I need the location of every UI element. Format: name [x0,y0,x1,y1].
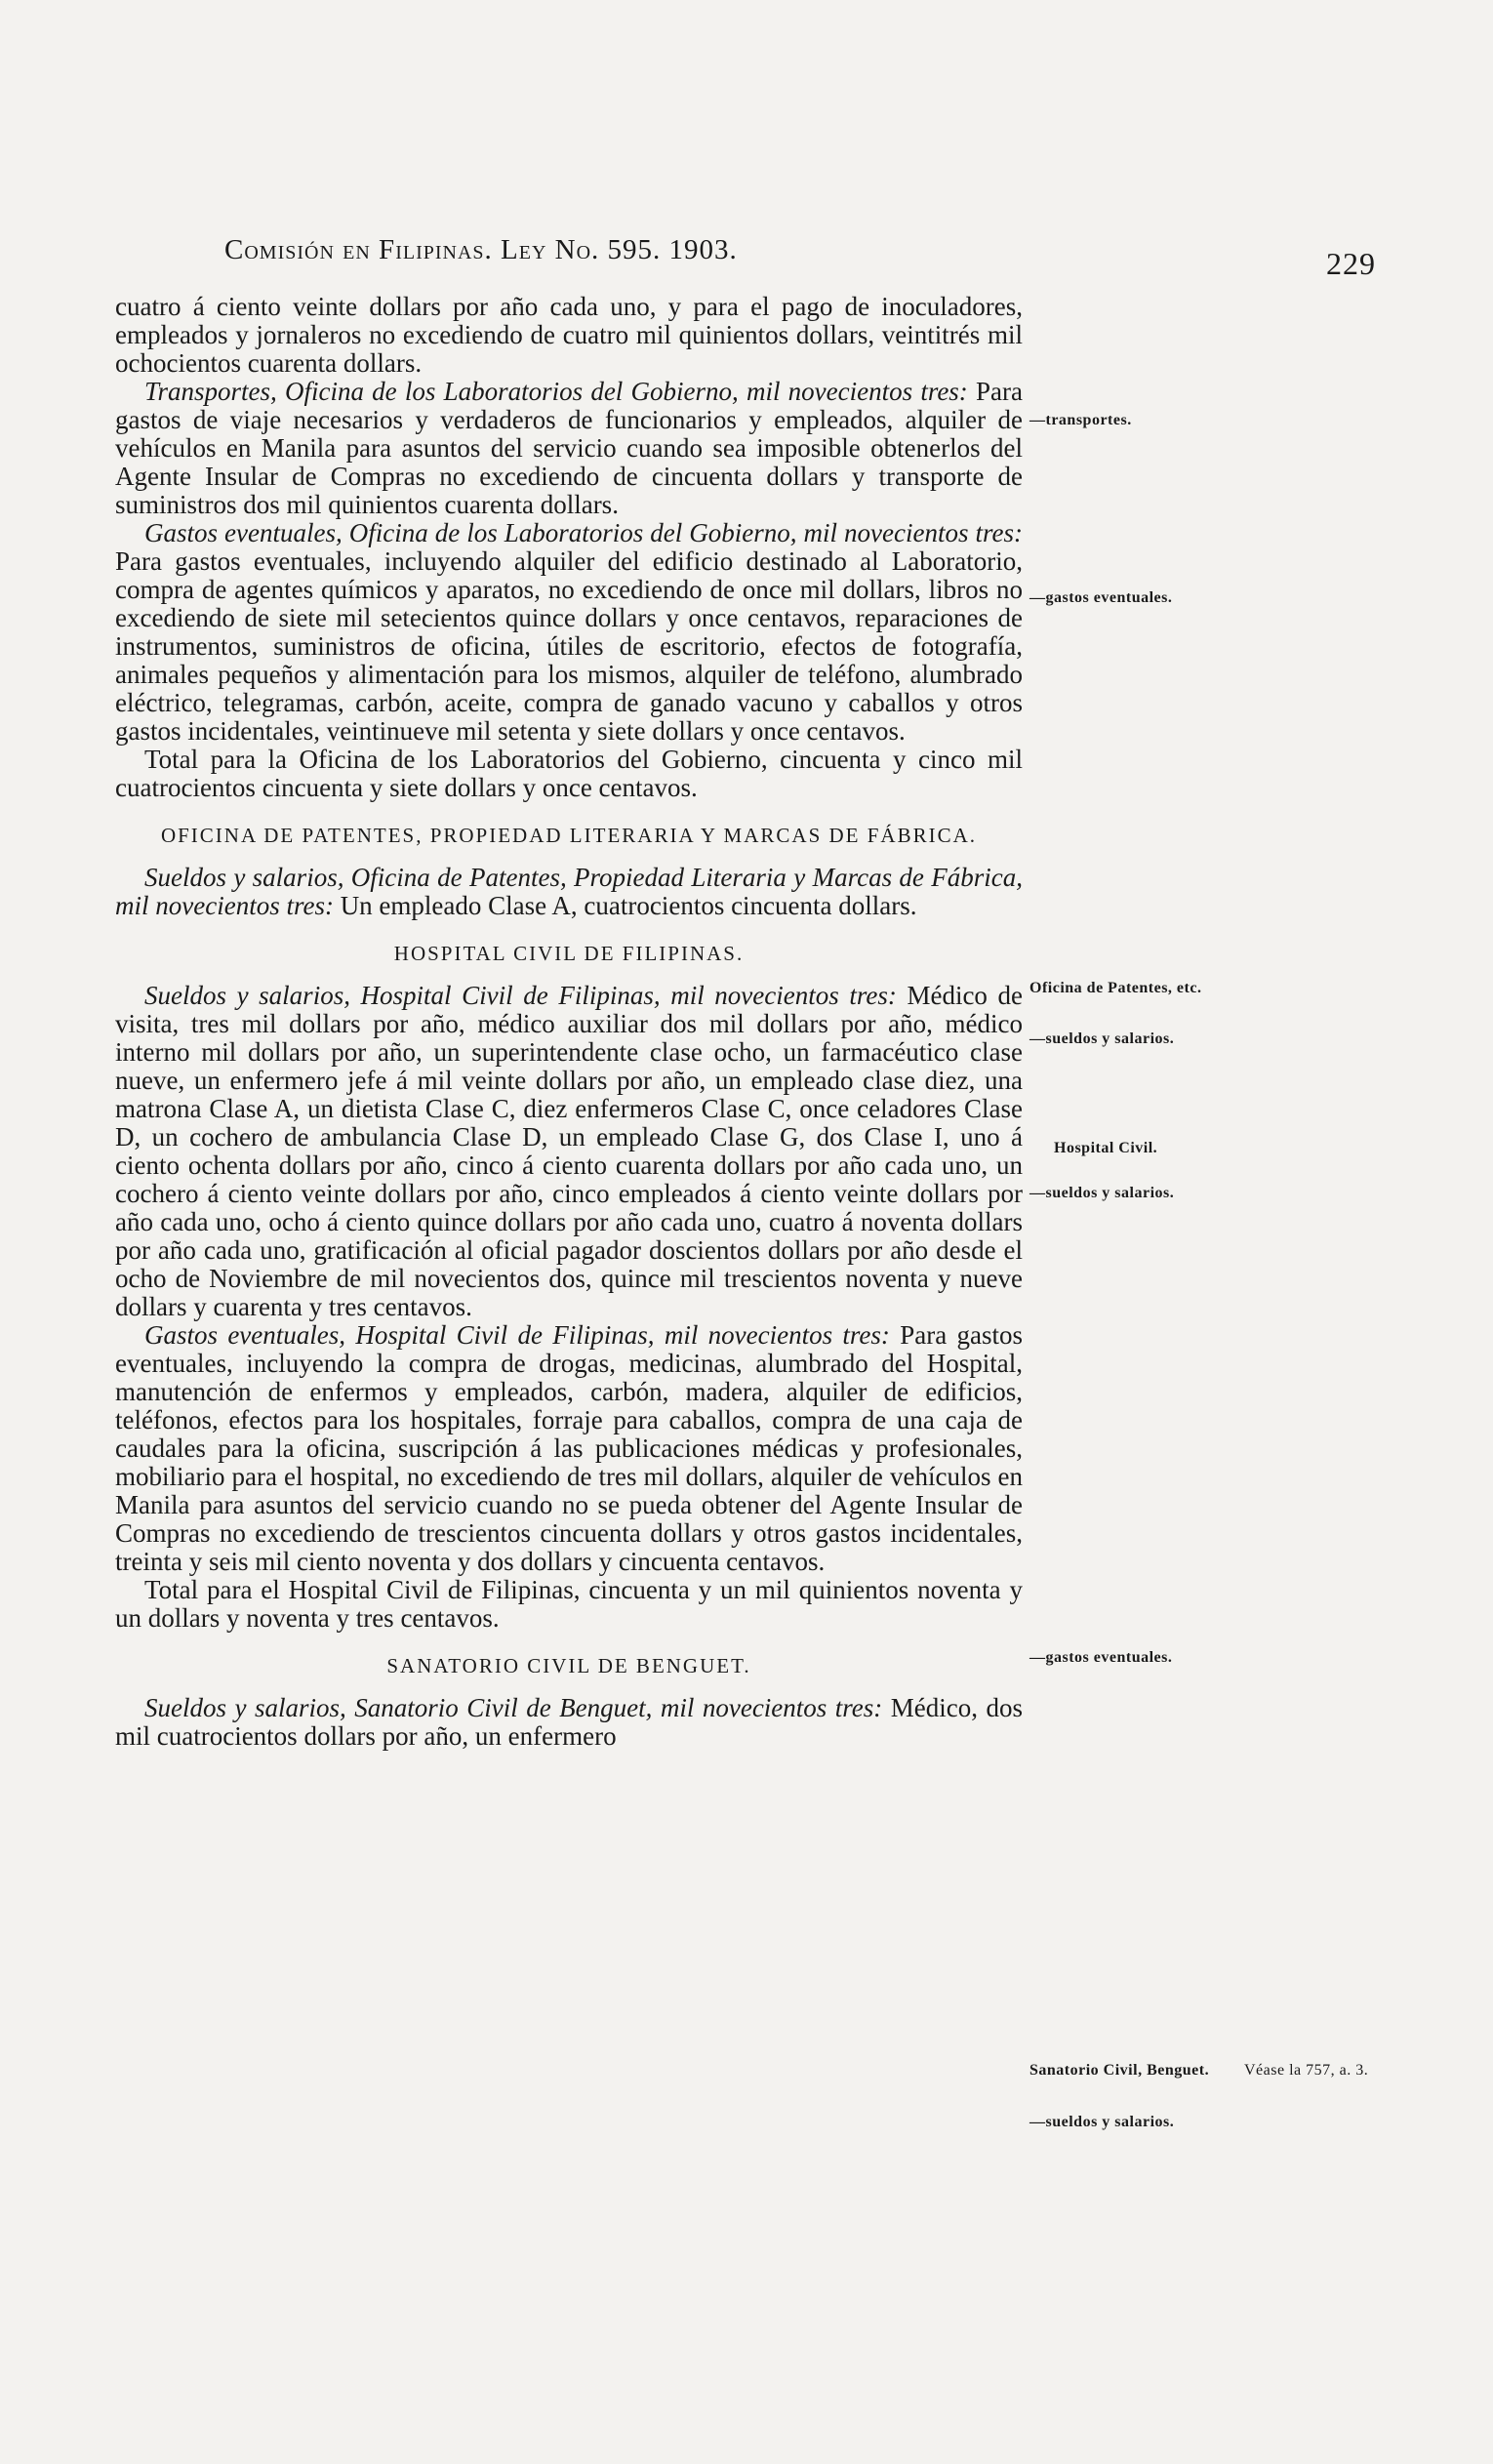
paragraph-lead: Sueldos y salarios, Sanatorio Civil de Benguet, mil novecientos tres: [144,1693,883,1722]
paragraph-text: Para gastos eventuales, incluyendo la compra de drogas, medicinas, alumbrado del Hospital, manutención de enfermos y empleados, carbón, madera, alquiler de edificios, teléfonos, efectos para los hospitales, forraje para caballos, compra de una caja de caudales para la oficina, suscripción á las publicaciones médicas y profesionales, mobiliario para el hospital, no excediendo de tres mil dollars, alquiler de vehículos en Manila para asuntos del servicio cuando no se pueda obtener del Agente Insular de Compras no excediendo de trescientos cincuenta dollars y otros gastos incidentales, treinta y seis mil ciento noventa y dos dollars y cincuenta centavos. [115,1320,1023,1576]
paragraph-text: Para gastos eventuales, incluyendo alquiler del edificio destinado al Laboratorio, compra de agentes químicos y aparatos, no excediendo de once mil dollars, libros no excediendo de siete mil setecientos quince dollars y once centavos, reparaciones de instrumentos, suministros de oficina, útiles de escritorio, efectos de fotografía, animales pequeños y alimentación para los mismos, alquiler de teléfono, alumbrado eléctrico, telegramas, carbón, aceite, compra de ganado vacuno y caballos y otros gastos incidentales, veintinueve mil setenta y siete dollars y once centavos. [115,546,1023,746]
margin-note: Hospital Civil. [1054,1140,1158,1156]
paragraph-lead: Gastos eventuales, Oficina de los Laboratorios del Gobierno, mil novecientos tres: [144,518,1023,547]
margin-note: —transportes. [1029,412,1132,428]
section-heading-sanatorio: SANATORIO CIVIL DE BENGUET. [386,1654,751,1677]
paragraph-sueldos-sanatorio [115,1694,1023,1751]
margin-note: —sueldos y salarios. [1029,2114,1175,2130]
paragraph-sueldos-patentes [115,864,1023,920]
paragraph: cuatro á ciento veinte dollars por año cada uno, y para el pago de inoculadores, empleados y jornaleros no excediendo de cuatro mil quinientos dollars, veintitrés mil ochocientos cuarenta dollars. [115,292,1023,378]
paragraph-text: Un empleado Clase A, cuatrocientos cincuenta dollars. [340,891,917,920]
paragraph-gastos-eventuales [115,519,1023,746]
paragraph-text: Médico de visita, tres mil dollars por año, médico auxiliar dos mil dollars por año, médico interno mil dollars por año, un superintendente clase ocho, un farmacéutico clase nueve, un enfermero jefe á mil veinte dollars por año, un empleado clase diez, una matrona Clase A, un dietista Clase C, diez enfermeros Clase C, once celadores Clase D, un cochero de ambulancia Clase D, un empleado Clase G, dos Clase I, uno á ciento ochenta dollars por año, cinco á ciento cuarenta dollars por año cada uno, un cochero á ciento veinte dollars por año, cinco empleados á ciento veinte dollars por año cada uno, ocho á ciento quince dollars por año cada uno, cuatro á noventa dollars por año cada uno, gratificación al oficial pagador doscientos dollars por año desde el ocho de Noviembre de mil novecientos dos, quince mil trescientos noventa y nueve dollars y cuarenta y tres centavos. [115,981,1024,1321]
margin-note: —gastos eventuales. [1029,589,1173,606]
section-heading-hospital: HOSPITAL CIVIL DE FILIPINAS. [393,942,745,965]
paragraph-lead: Transportes, Oficina de los Laboratorios del Gobierno, mil novecientos tres: [144,377,968,406]
paragraph-text: Para gastos de viaje necesarios y verdaderos de funcionarios y empleados, alquiler de vehículos en Manila para asuntos del servicio cuando sea imposible obtenerlos del Agente Insular de Compras no excediendo de cincuenta dollars y transporte de suministros dos mil quinientos cuarenta dollars. [115,377,1023,519]
paragraph-sueldos-hospital [115,982,1023,1321]
paragraph-lead: Sueldos y salarios, Hospital Civil de Filipinas, mil novecientos tres: [144,981,897,1010]
margin-note-reference: Véase la 757, a. 3. [1244,2062,1369,2079]
page-number: 229 [1326,246,1376,281]
margin-note: —gastos eventuales. [1029,1649,1173,1666]
margin-note: Oficina de Patentes, etc. [1029,980,1202,996]
paragraph-lead: Gastos eventuales, Hospital Civil de Filipinas, mil novecientos tres: [144,1320,890,1350]
section-heading-patentes: OFICINA DE PATENTES, PROPIEDAD LITERARIA Y MARCAS DE FÁBRICA. [160,824,978,847]
paragraph-lead: Sueldos y salarios, Oficina de Patentes, Propiedad Literaria y Marcas de Fábrica, mil novecientos tres: [115,863,1023,920]
margin-note: —sueldos y salarios. [1029,1030,1175,1047]
body-text [115,293,1023,1751]
paragraph-total: Total para la Oficina de los Laboratorios del Gobierno, cincuenta y cinco mil cuatrocientos cincuenta y siete dollars y once centavos. [115,745,1023,802]
paragraph-gastos-hospital [115,1321,1023,1576]
page-header [224,226,1376,281]
paragraph-text: Médico, dos mil cuatrocientos dollars por año, un enfermero [115,1693,1024,1751]
margin-note: Sanatorio Civil, Benguet. [1029,2062,1210,2079]
margin-note: —sueldos y salarios. [1029,1185,1175,1201]
paragraph-total-hospital: Total para el Hospital Civil de Filipinas, cincuenta y un mil quinientos noventa y un dollars y noventa y tres centavos. [115,1575,1023,1633]
running-title: Comisión en Filipinas. Ley No. 595. 1903. [224,234,738,265]
paragraph-transportes [115,378,1023,519]
